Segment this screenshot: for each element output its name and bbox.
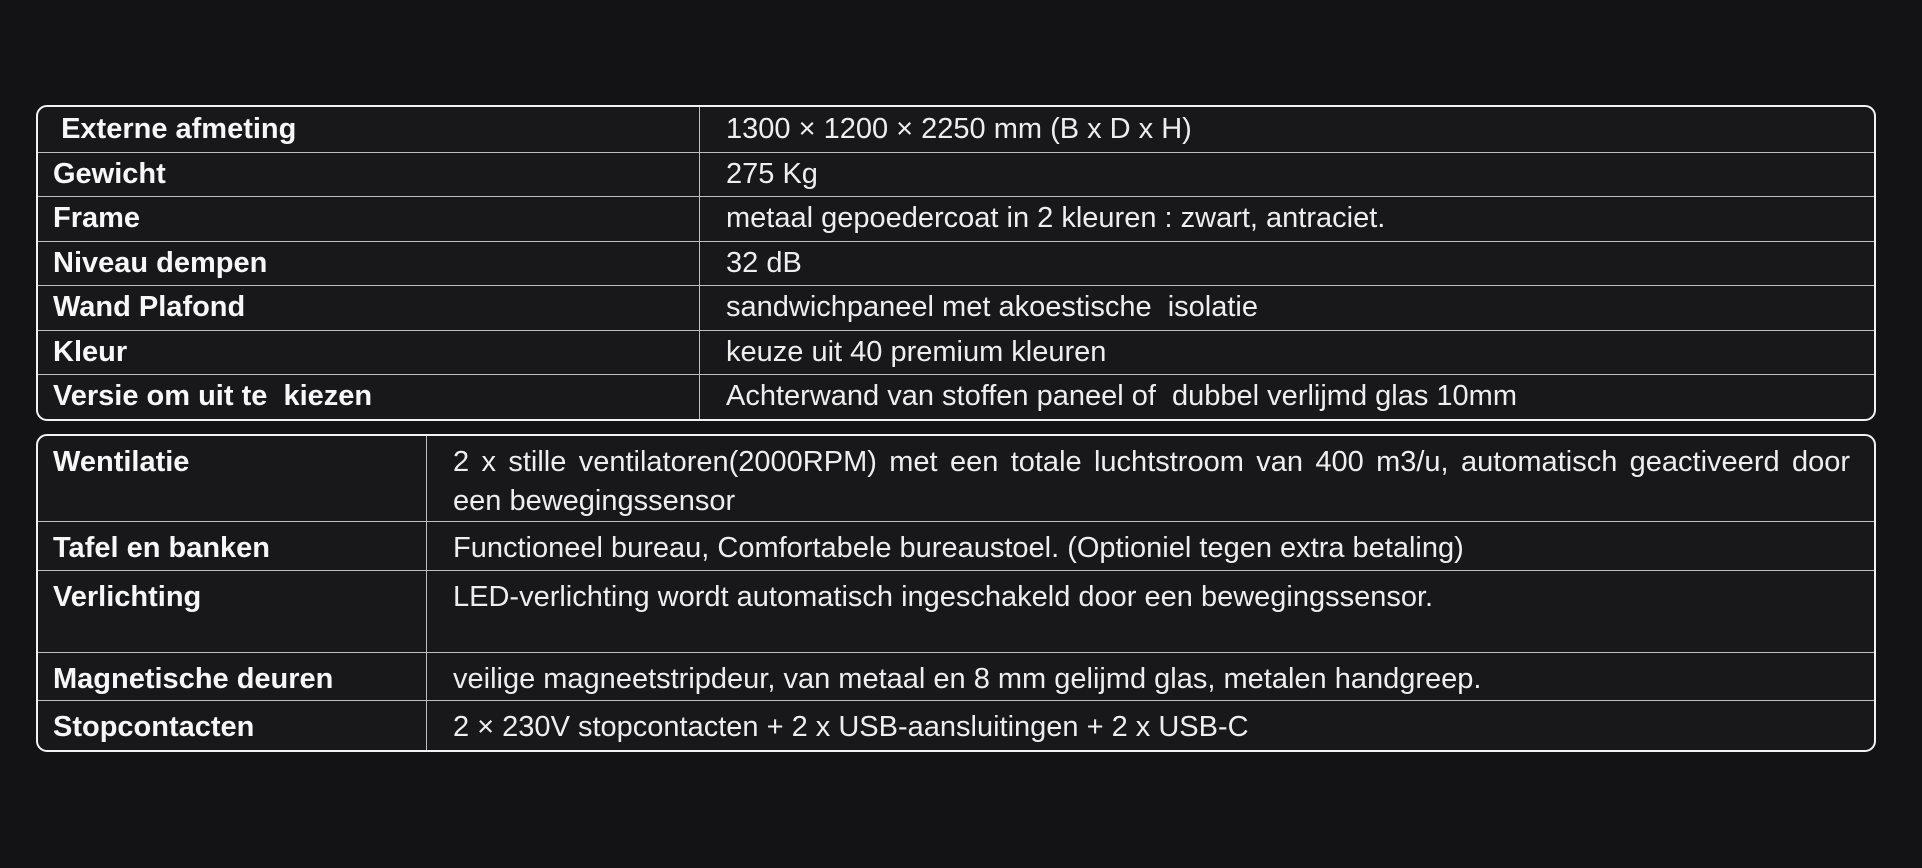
spec-value-cell: 2 × 230V stopcontacten + 2 x USB-aansluitingen + 2 x USB-C: [426, 700, 1874, 750]
spec-value-cell: metaal gepoedercoat in 2 kleuren : zwart, antraciet.: [699, 196, 1874, 241]
spec-value-cell: keuze uit 40 premium kleuren: [699, 330, 1874, 375]
spec-value-cell: Functioneel bureau, Comfortabele bureaustoel. (Optioniel tegen extra betaling): [426, 521, 1874, 570]
spec-row: [38, 652, 1874, 700]
spec-label-cell: Wentilatie: [53, 446, 190, 478]
spec-value-cell: 32 dB: [699, 241, 1874, 286]
spec-table-general: [36, 105, 1876, 421]
spec-table-features: [36, 434, 1876, 752]
spec-label-cell: Verlichting: [38, 570, 426, 652]
spec-label-cell: Niveau dempen: [38, 241, 699, 286]
spec-value-cell: LED-verlichting wordt automatisch ingeschakeld door een bewegingssensor.: [426, 570, 1874, 652]
spec-label-cell: Magnetische deuren: [38, 652, 426, 700]
spec-value-cell: Achterwand van stoffen paneel of dubbel verlijmd glas 10mm: [699, 374, 1874, 419]
spec-value-cell: sandwichpaneel met akoestische isolatie: [699, 285, 1874, 330]
spec-row: [38, 374, 1874, 419]
spec-row: [38, 241, 1874, 286]
spec-value-cell: 1300 × 1200 × 2250 mm (B x D x H): [699, 107, 1874, 152]
spec-label-cell: Tafel en banken: [38, 521, 426, 570]
spec-label-cell: Externe afmeting: [53, 112, 297, 145]
spec-label-cell: Frame: [38, 196, 699, 241]
spec-row: [38, 152, 1874, 197]
spec-row: [38, 285, 1874, 330]
spec-value-cell: 2 x stille ventilatoren(2000RPM) met een totale luchtstroom van 400 m3/u, automatisch geactiveerd door een bewegingssensor: [426, 436, 1874, 521]
spec-row: [38, 196, 1874, 241]
spec-row: [38, 436, 1874, 521]
spec-row: [38, 570, 1874, 652]
spec-label-cell: Versie om uit te kiezen: [38, 374, 699, 419]
spec-label-cell: Wand Plafond: [38, 285, 699, 330]
spec-label-cell: Kleur: [38, 330, 699, 375]
spec-value-cell: 275 Kg: [699, 152, 1874, 197]
spec-row: [38, 521, 1874, 570]
spec-label-cell: Stopcontacten: [38, 700, 426, 750]
spec-row: [38, 107, 1874, 152]
spec-row: [38, 330, 1874, 375]
spec-label-cell: Gewicht: [38, 152, 699, 197]
spec-row: [38, 700, 1874, 750]
spec-value-cell: veilige magneetstripdeur, van metaal en 8 mm gelijmd glas, metalen handgreep.: [426, 652, 1874, 700]
